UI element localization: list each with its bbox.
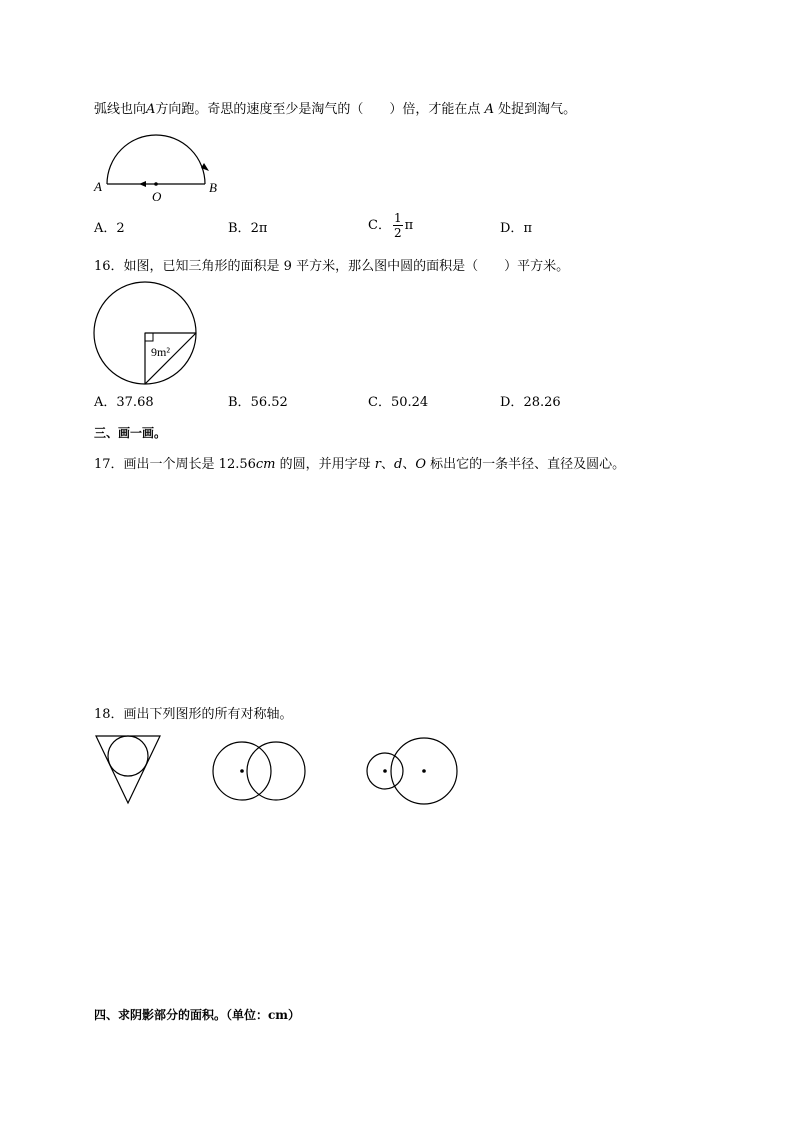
triangle-incircle-figure — [90, 730, 170, 810]
fraction-one-half: $\frac{1}{2}$ — [393, 211, 402, 240]
q15-option-d: D．π — [500, 221, 532, 236]
semicircle-figure — [90, 130, 230, 205]
label-b: B — [209, 180, 217, 195]
label-a: A — [94, 179, 102, 194]
label-o: O — [152, 189, 162, 204]
two-unequal-circles-figure — [362, 735, 462, 807]
q15-option-c: C． $\frac{1}{2}$ π — [368, 211, 414, 240]
two-equal-circles-figure — [210, 738, 310, 804]
q16-option-d: D．28.26 — [500, 395, 561, 410]
q16-option-c: C．50.24 — [368, 395, 429, 410]
section-4-title: 四、求阴影部分的面积。（单位：cm） — [94, 1008, 301, 1022]
q15-option-b: B．2π — [228, 221, 268, 236]
q16-text: 16．如图，已知三角形的面积是 9 平方米，那么图中圆的面积是（ ）平方米。 — [94, 259, 570, 274]
q15-option-a: A．2 — [94, 221, 125, 236]
section-3-title: 三、画一画。 — [94, 426, 167, 440]
triangle-area-label: 9m² — [151, 345, 170, 359]
q17-text: 17．画出一个周长是 12.56cm 的圆，并用字母 r、d、O 标出它的一条半径、直径及圆心。 — [94, 457, 626, 472]
q16-option-b: B．56.52 — [228, 395, 288, 410]
q15-text: 弧线也向A方向跑。奇思的速度至少是淘气的（ ）倍，才能在点 A 处捉到淘气。 — [94, 102, 577, 117]
q16-option-a: A．37.68 — [94, 395, 154, 410]
circle-triangle-figure — [90, 280, 205, 390]
q18-text: 18．画出下列图形的所有对称轴。 — [94, 707, 293, 722]
